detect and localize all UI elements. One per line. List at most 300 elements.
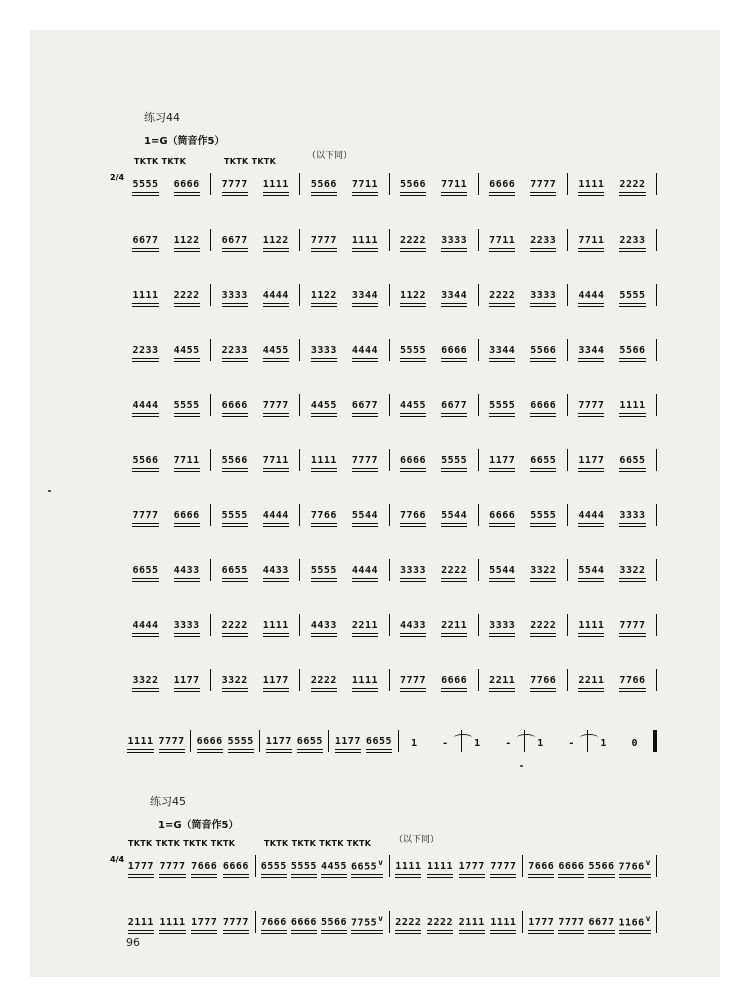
note-group: 7666 xyxy=(528,861,555,872)
barline xyxy=(656,173,657,195)
measure xyxy=(122,510,210,529)
note-group: 5555 xyxy=(441,455,468,466)
note-group: 3322 xyxy=(221,675,248,686)
ending-note: 1 xyxy=(411,738,418,749)
note-group: 4455 xyxy=(262,345,289,356)
note-group: 6666 xyxy=(530,400,557,411)
note-group: 6655 xyxy=(296,736,323,747)
measure xyxy=(479,620,567,639)
staff-row xyxy=(122,501,657,529)
ending-note: 0 xyxy=(631,738,638,749)
breath-mark: v xyxy=(645,913,651,923)
note-group: 5566 xyxy=(310,179,337,190)
note-group: 6655 xyxy=(132,565,159,576)
staff-row-content xyxy=(122,852,657,880)
ending-note: - xyxy=(505,738,512,749)
note-group: 7711 xyxy=(173,455,200,466)
measure xyxy=(479,565,567,584)
time-signature: 4/4 xyxy=(110,855,125,864)
staff-row-final xyxy=(122,727,657,755)
note-group: 1111 xyxy=(619,400,646,411)
note-group: 5544 xyxy=(489,565,516,576)
measure xyxy=(390,400,478,419)
note-group: 2111 xyxy=(127,917,154,928)
note-group: 7755$^v$ xyxy=(351,913,384,928)
note-group: 7777 xyxy=(159,861,186,872)
staff-row-content xyxy=(122,170,657,198)
note-group: 1166$^v$ xyxy=(618,913,651,928)
measure xyxy=(390,565,478,584)
ending-measure xyxy=(525,738,587,755)
note-group: 1177 xyxy=(578,455,605,466)
staff-row-content xyxy=(122,908,657,936)
note-group: 2211 xyxy=(578,675,605,686)
note-group: 1177 xyxy=(489,455,516,466)
note-group: 1777 xyxy=(528,917,555,928)
note-group: 2222 xyxy=(395,917,422,928)
staff-row xyxy=(122,281,657,309)
note-group: 1111 xyxy=(127,736,154,747)
staff-row xyxy=(122,908,657,936)
staff-row-content xyxy=(122,391,657,419)
print-speck xyxy=(48,490,51,492)
score-page xyxy=(30,30,720,977)
note-group: 1122 xyxy=(400,290,427,301)
ending-measure xyxy=(399,738,461,755)
measure xyxy=(568,235,656,254)
exercise-44-key: 1=G（筒音作5） xyxy=(144,136,225,147)
note-group: 5555 xyxy=(132,179,159,190)
note-group: 1177 xyxy=(265,736,292,747)
note-group: 1111 xyxy=(262,179,289,190)
ending-note: - xyxy=(568,738,575,749)
staff-row-content xyxy=(122,611,657,639)
tonguing-marks: TKTK TKTK xyxy=(134,157,187,166)
ending-note: 1 xyxy=(600,738,607,749)
note-group: 7666 xyxy=(191,861,218,872)
staff-row xyxy=(122,666,657,694)
measure xyxy=(122,565,210,584)
measure xyxy=(568,510,656,529)
note-group: 2211 xyxy=(441,620,468,631)
measure xyxy=(211,510,299,529)
note-group: 3333 xyxy=(530,290,557,301)
ending-measure xyxy=(588,738,650,755)
note-group: 1777 xyxy=(458,861,485,872)
staff-row xyxy=(110,151,657,198)
measure xyxy=(568,455,656,474)
staff-row xyxy=(122,556,657,584)
measure xyxy=(390,917,523,936)
barline xyxy=(656,911,657,933)
measure xyxy=(300,455,388,474)
measure xyxy=(122,345,210,364)
note-group: 7777 xyxy=(221,179,248,190)
measure xyxy=(479,510,567,529)
staff-row xyxy=(122,611,657,639)
measure xyxy=(122,235,210,254)
exercise-45-title: 练习45 xyxy=(150,795,186,808)
note-group: 5566 xyxy=(132,455,159,466)
barline xyxy=(656,504,657,526)
note-group: 5555 xyxy=(400,345,427,356)
note-group: 7766 xyxy=(619,675,646,686)
note-group: 1177 xyxy=(173,675,200,686)
measure xyxy=(122,675,210,694)
barline xyxy=(656,229,657,251)
print-speck xyxy=(520,765,523,767)
note-group: 5566 xyxy=(221,455,248,466)
note-group: 6666 xyxy=(400,455,427,466)
measure xyxy=(211,675,299,694)
note-group: 5555 xyxy=(221,510,248,521)
note-group: 5566 xyxy=(619,345,646,356)
note-group: 2222 xyxy=(173,290,200,301)
note-group: 6666 xyxy=(173,510,200,521)
measure xyxy=(568,179,656,198)
tonguing-marks: TKTK TKTK TKTK TKTK xyxy=(128,839,236,848)
note-group: 5555 xyxy=(227,736,254,747)
note-group: 7777 xyxy=(578,400,605,411)
barline xyxy=(656,449,657,471)
note-group: 6677 xyxy=(588,917,615,928)
note-group: 1177 xyxy=(262,675,289,686)
measure xyxy=(568,400,656,419)
note-group: 2222 xyxy=(489,290,516,301)
measure xyxy=(300,345,388,364)
barline xyxy=(656,669,657,691)
measure xyxy=(300,235,388,254)
note-group: 1111 xyxy=(395,861,422,872)
note-group: 7766 xyxy=(310,510,337,521)
barline xyxy=(656,559,657,581)
staff-row-content xyxy=(122,226,657,254)
measure xyxy=(479,455,567,474)
measure xyxy=(260,736,328,755)
exercise-44-title: 练习44 xyxy=(144,111,180,124)
note-group: 2222 xyxy=(310,675,337,686)
breath-mark: v xyxy=(378,913,384,923)
note-group: 4455 xyxy=(173,345,200,356)
measure xyxy=(122,179,210,198)
measure xyxy=(390,290,478,309)
note-group: 7777 xyxy=(619,620,646,631)
measure xyxy=(300,565,388,584)
staff-row xyxy=(122,226,657,254)
note-group: 7711 xyxy=(489,235,516,246)
note-group: 6666 xyxy=(222,861,249,872)
measure xyxy=(211,620,299,639)
note-group: 6655 xyxy=(619,455,646,466)
staff-row xyxy=(110,835,657,880)
note-group: 6677 xyxy=(351,400,378,411)
measure xyxy=(479,235,567,254)
staff-row-content xyxy=(122,336,657,364)
note-group: 6655 xyxy=(365,736,393,747)
note-group: 3333 xyxy=(173,620,200,631)
staff-row-content xyxy=(122,727,657,755)
note-group: 3344 xyxy=(351,290,378,301)
note-group: 7777 xyxy=(310,235,337,246)
note-group: 4444 xyxy=(132,620,159,631)
note-group: 6666 xyxy=(221,400,248,411)
staff-row-content xyxy=(122,281,657,309)
note-group: 7777 xyxy=(490,861,517,872)
note-group: 4444 xyxy=(132,400,159,411)
exercise-45-key: 1=G（筒音作5） xyxy=(158,820,239,831)
note-group: 7777 xyxy=(530,179,557,190)
note-group: 1111 xyxy=(132,290,159,301)
note-group: 1111 xyxy=(310,455,337,466)
note-group: 1177 xyxy=(334,736,361,747)
note-group: 6666 xyxy=(196,736,223,747)
tie-mark xyxy=(580,734,598,741)
note-group: 2222 xyxy=(221,620,248,631)
note-group: 6677 xyxy=(132,235,159,246)
note-group: 6677 xyxy=(221,235,248,246)
note-group: 7777 xyxy=(158,736,185,747)
measure xyxy=(390,235,478,254)
note-group: 5555 xyxy=(290,861,317,872)
measure xyxy=(390,455,478,474)
measure xyxy=(568,345,656,364)
barline xyxy=(656,284,657,306)
measure xyxy=(256,858,389,880)
note-group: 4433 xyxy=(173,565,200,576)
note-group: 6655 xyxy=(221,565,248,576)
note-group: 5566 xyxy=(530,345,557,356)
measure xyxy=(523,914,656,936)
measure xyxy=(122,736,190,755)
measure xyxy=(390,675,478,694)
measure xyxy=(390,345,478,364)
note-group: 3322 xyxy=(619,565,646,576)
note-group: 3333 xyxy=(619,510,646,521)
measure xyxy=(390,510,478,529)
page-number: 96 xyxy=(126,936,140,949)
note-group: 7666 xyxy=(260,917,287,928)
note-group: 4444 xyxy=(351,345,378,356)
measure xyxy=(479,290,567,309)
note-group: 5544 xyxy=(441,510,468,521)
final-barline xyxy=(653,730,657,752)
note-group: 4444 xyxy=(578,510,605,521)
note-group: 1122 xyxy=(262,235,289,246)
note-group: 6655 xyxy=(530,455,557,466)
ending-measure xyxy=(462,738,524,755)
measure xyxy=(300,290,388,309)
note-group: 4444 xyxy=(578,290,605,301)
note-group: 1111 xyxy=(351,235,378,246)
measure xyxy=(479,400,567,419)
measure xyxy=(211,290,299,309)
measure xyxy=(211,235,299,254)
note-group: 4455 xyxy=(310,400,337,411)
note-group: 7777 xyxy=(132,510,159,521)
note-group: 5566 xyxy=(588,861,615,872)
note-group: 3322 xyxy=(132,675,159,686)
note-group: 7777 xyxy=(262,400,289,411)
note-group: 5555 xyxy=(173,400,200,411)
note-group: 1111 xyxy=(262,620,289,631)
measure xyxy=(211,345,299,364)
measure xyxy=(479,345,567,364)
measure xyxy=(300,510,388,529)
note-group: 5566 xyxy=(400,179,427,190)
measure xyxy=(211,400,299,419)
note-group: 1122 xyxy=(173,235,200,246)
note-group: 1777 xyxy=(127,861,154,872)
note-group: 6666 xyxy=(441,675,468,686)
note-group: 3333 xyxy=(489,620,516,631)
note-group: 7777 xyxy=(222,917,249,928)
note-group: 1111 xyxy=(490,917,517,928)
measure xyxy=(122,400,210,419)
note-group: 2211 xyxy=(351,620,378,631)
note-group: 7766$^v$ xyxy=(618,857,651,872)
note-group: 2111 xyxy=(458,917,485,928)
tie-mark xyxy=(454,734,472,741)
note-group: 1111 xyxy=(351,675,378,686)
note-group: 4433 xyxy=(400,620,427,631)
note-group: 1122 xyxy=(310,290,337,301)
measure xyxy=(568,620,656,639)
barline xyxy=(656,855,657,877)
note-group: 5544 xyxy=(351,510,378,521)
breath-mark: v xyxy=(645,857,651,867)
note-group: 7711 xyxy=(578,235,605,246)
note-group: 6666 xyxy=(489,179,516,190)
note-group: 7711 xyxy=(441,179,468,190)
measure xyxy=(211,455,299,474)
note-group: 3333 xyxy=(310,345,337,356)
measure xyxy=(122,861,255,880)
note-group: 6677 xyxy=(441,400,468,411)
measure xyxy=(390,179,478,198)
note-group: 1111 xyxy=(426,861,454,872)
staff-row xyxy=(122,446,657,474)
tonguing-marks: TKTK TKTK TKTK TKTK xyxy=(264,839,372,848)
note-group: 2222 xyxy=(619,179,646,190)
note-group: 4455 xyxy=(320,861,348,872)
ending-note: 1 xyxy=(537,738,544,749)
ending-note: 1 xyxy=(474,738,481,749)
note-group: 2233 xyxy=(132,345,159,356)
note-group: 4433 xyxy=(262,565,289,576)
barline xyxy=(656,394,657,416)
note-group: 6555 xyxy=(260,861,287,872)
note-group: 5555 xyxy=(619,290,646,301)
note-group: 4444 xyxy=(262,510,289,521)
measure xyxy=(390,861,523,880)
breath-mark: v xyxy=(378,857,384,867)
annotation: （以下同） xyxy=(394,835,440,845)
note-group: 1111 xyxy=(578,620,605,631)
note-group: 2233 xyxy=(530,235,557,246)
note-group: 4455 xyxy=(400,400,427,411)
note-group: 6666 xyxy=(489,510,516,521)
note-group: 6666 xyxy=(290,917,317,928)
note-group: 7777 xyxy=(400,675,427,686)
note-group: 2233 xyxy=(221,345,248,356)
measure xyxy=(300,675,388,694)
measure xyxy=(523,858,656,880)
barline xyxy=(656,339,657,361)
note-group: 2222 xyxy=(530,620,557,631)
measure xyxy=(479,179,567,198)
note-group: 1777 xyxy=(191,917,218,928)
measure xyxy=(300,400,388,419)
measure xyxy=(568,675,656,694)
measure xyxy=(211,565,299,584)
note-group: 2233 xyxy=(619,235,646,246)
measure xyxy=(390,620,478,639)
measure xyxy=(256,914,389,936)
tonguing-marks: TKTK TKTK xyxy=(224,157,277,166)
note-group: 4444 xyxy=(262,290,289,301)
measure xyxy=(122,455,210,474)
note-group: 5555 xyxy=(310,565,337,576)
note-group: 7777 xyxy=(558,917,585,928)
ending-note: - xyxy=(442,738,449,749)
note-group: 3322 xyxy=(530,565,557,576)
measure xyxy=(479,675,567,694)
note-group: 4433 xyxy=(310,620,337,631)
tie-mark xyxy=(517,734,535,741)
note-group: 7711 xyxy=(351,179,378,190)
measure xyxy=(568,565,656,584)
staff-row xyxy=(122,336,657,364)
staff-row xyxy=(122,391,657,419)
note-group: 6666 xyxy=(441,345,468,356)
measure xyxy=(300,179,388,198)
note-group: 7711 xyxy=(262,455,289,466)
barline xyxy=(656,614,657,636)
note-group: 6666 xyxy=(558,861,585,872)
staff-row-content xyxy=(122,501,657,529)
note-group: 1111 xyxy=(578,179,605,190)
note-group: 2211 xyxy=(489,675,516,686)
measure xyxy=(211,179,299,198)
note-group: 6666 xyxy=(173,179,200,190)
note-group: 3333 xyxy=(441,235,468,246)
note-group: 5566 xyxy=(320,917,348,928)
note-group: 3344 xyxy=(578,345,605,356)
note-group: 7766 xyxy=(530,675,557,686)
note-group: 3344 xyxy=(441,290,468,301)
note-group: 6655$^v$ xyxy=(351,857,384,872)
note-group: 2222 xyxy=(426,917,454,928)
staff-row-content xyxy=(122,446,657,474)
note-group: 2222 xyxy=(441,565,468,576)
note-group: 5555 xyxy=(530,510,557,521)
note-group: 7777 xyxy=(351,455,378,466)
note-group: 1111 xyxy=(159,917,186,928)
measure xyxy=(122,620,210,639)
note-group: 7766 xyxy=(400,510,427,521)
time-signature: 2/4 xyxy=(110,173,125,182)
note-group: 3333 xyxy=(400,565,427,576)
measure xyxy=(300,620,388,639)
note-group: 4444 xyxy=(351,565,378,576)
annotation: （以下同） xyxy=(307,151,353,161)
staff-row-content xyxy=(122,556,657,584)
measure xyxy=(122,917,255,936)
measure xyxy=(122,290,210,309)
note-group: 3344 xyxy=(489,345,516,356)
note-group: 3333 xyxy=(221,290,248,301)
measure xyxy=(191,736,259,755)
